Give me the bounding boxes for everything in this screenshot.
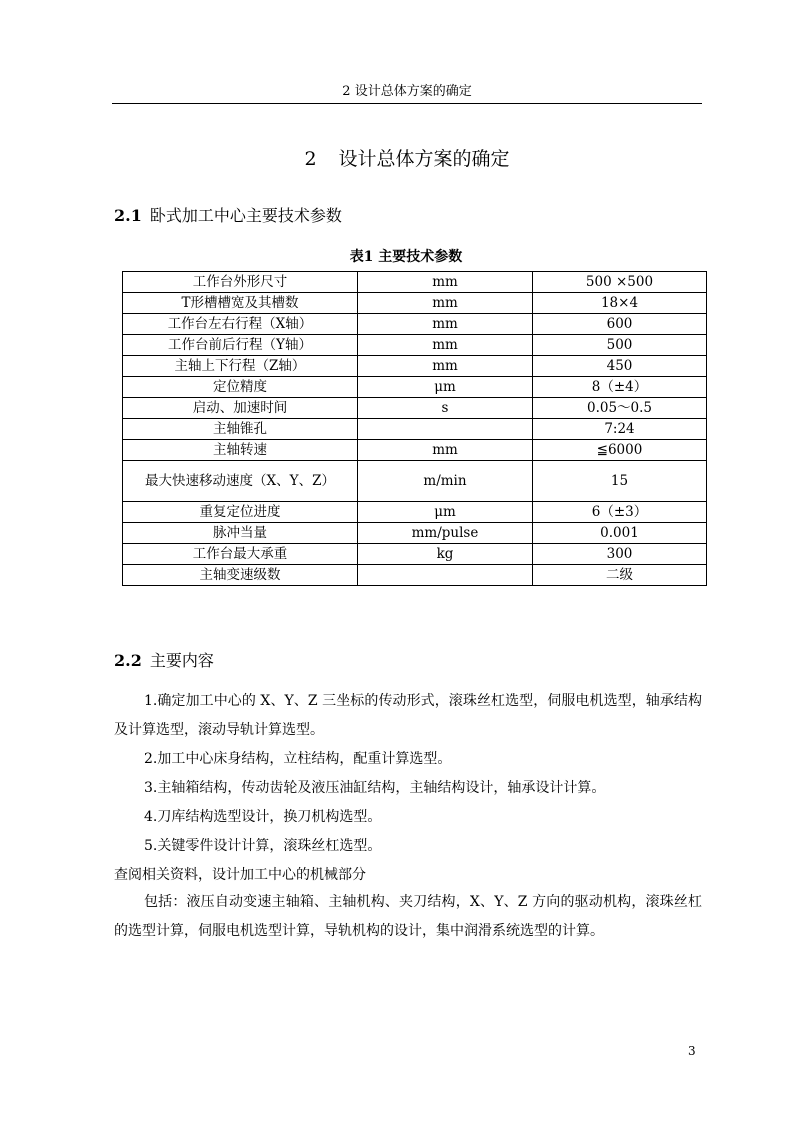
param-name: 工作台前后行程（Y轴）: [123, 335, 358, 356]
table-row: [123, 398, 707, 419]
table-row: [123, 461, 707, 502]
param-value: 600: [533, 314, 707, 335]
param-value: 15: [533, 461, 707, 502]
header-rule: [112, 103, 702, 104]
param-name: 工作台最大承重: [123, 544, 358, 565]
param-value: 0.001: [533, 523, 707, 544]
chapter-title: [112, 146, 702, 172]
param-name: 脉冲当量: [123, 523, 358, 544]
param-name: 工作台左右行程（X轴）: [123, 314, 358, 335]
page-number: 3: [688, 1044, 696, 1058]
section-number: 2.2: [114, 651, 142, 670]
param-unit: m/min: [358, 461, 533, 502]
running-header: 2 设计总体方案的确定: [342, 84, 472, 99]
param-unit: μm: [358, 502, 533, 523]
param-name: 主轴锥孔: [123, 419, 358, 440]
content-item-3: 3.主轴箱结构，传动齿轮及液压油缸结构，主轴结构设计，轴承设计计算。: [144, 780, 606, 796]
chapter-title-text: 设计总体方案的确定: [338, 148, 510, 170]
section-title: 主要内容: [149, 651, 214, 670]
lookup-paragraph: 查阅相关资料，设计加工中心的机械部分: [114, 867, 366, 883]
table-row: [123, 293, 707, 314]
param-unit: [358, 419, 533, 440]
param-unit: [358, 565, 533, 586]
param-name: T形槽槽宽及其槽数: [123, 293, 358, 314]
section-heading-2-2: [114, 650, 214, 672]
table-row: [123, 377, 707, 398]
param-name: 主轴转速: [123, 440, 358, 461]
content-item-4: 4.刀库结构选型设计，换刀机构选型。: [144, 809, 382, 825]
param-name: 最大快速移动速度（X、Y、Z）: [123, 461, 358, 502]
param-name: 定位精度: [123, 377, 358, 398]
param-value: 8（±4）: [533, 377, 707, 398]
param-value: 6（±3）: [533, 502, 707, 523]
param-unit: mm: [358, 272, 533, 293]
param-unit: μm: [358, 377, 533, 398]
content-item-1: 1.确定加工中心的 X、Y、Z 三坐标的传动形式，滚珠丝杠选型，伺服电机选型，轴承结构及计算选型，滚动导轨计算选型。: [114, 693, 702, 738]
param-name: 工作台外形尺寸: [123, 272, 358, 293]
param-name: 主轴变速级数: [123, 565, 358, 586]
param-value: 500 ×500: [533, 272, 707, 293]
table-row: [123, 314, 707, 335]
param-unit: mm/pulse: [358, 523, 533, 544]
table-row: [123, 356, 707, 377]
table-row: [123, 335, 707, 356]
param-value: 0.05～0.5: [533, 398, 707, 419]
param-unit: mm: [358, 293, 533, 314]
table-row: [123, 440, 707, 461]
param-unit: mm: [358, 335, 533, 356]
param-unit: mm: [358, 314, 533, 335]
table-row: [123, 523, 707, 544]
param-name: 主轴上下行程（Z轴）: [123, 356, 358, 377]
section-title: 卧式加工中心主要技术参数: [149, 206, 342, 225]
param-value: 450: [533, 356, 707, 377]
section-heading-2-1: [114, 205, 342, 227]
param-name: 启动、加速时间: [123, 398, 358, 419]
param-name: 重复定位进度: [123, 502, 358, 523]
table-row: [123, 565, 707, 586]
param-unit: mm: [358, 440, 533, 461]
section-number: 2.1: [114, 206, 142, 225]
param-unit: s: [358, 398, 533, 419]
table-row: [123, 502, 707, 523]
param-value: 二级: [533, 565, 707, 586]
param-unit: mm: [358, 356, 533, 377]
param-value: ≦6000: [533, 440, 707, 461]
param-value: 7:24: [533, 419, 707, 440]
param-value: 300: [533, 544, 707, 565]
param-value: 18×4: [533, 293, 707, 314]
table-row: [123, 419, 707, 440]
table-row: [123, 272, 707, 293]
param-value: 500: [533, 335, 707, 356]
param-unit: kg: [358, 544, 533, 565]
table-row: [123, 544, 707, 565]
table-caption: 表1 主要技术参数: [349, 249, 463, 265]
content-item-2: 2.加工中心床身结构，立柱结构，配重计算选型。: [144, 751, 452, 767]
content-item-5: 5.关键零件设计计算，滚珠丝杠选型。: [144, 838, 382, 854]
parameters-table: [122, 271, 707, 586]
includes-paragraph: 包括：液压自动变速主轴箱、主轴机构、夹刀结构，X、Y、Z 方向的驱动机构，滚珠丝杠的选型计算，伺服电机选型计算，导轨机构的设计，集中润滑系统选型的计算。: [114, 894, 702, 939]
chapter-number: 2: [304, 148, 317, 170]
